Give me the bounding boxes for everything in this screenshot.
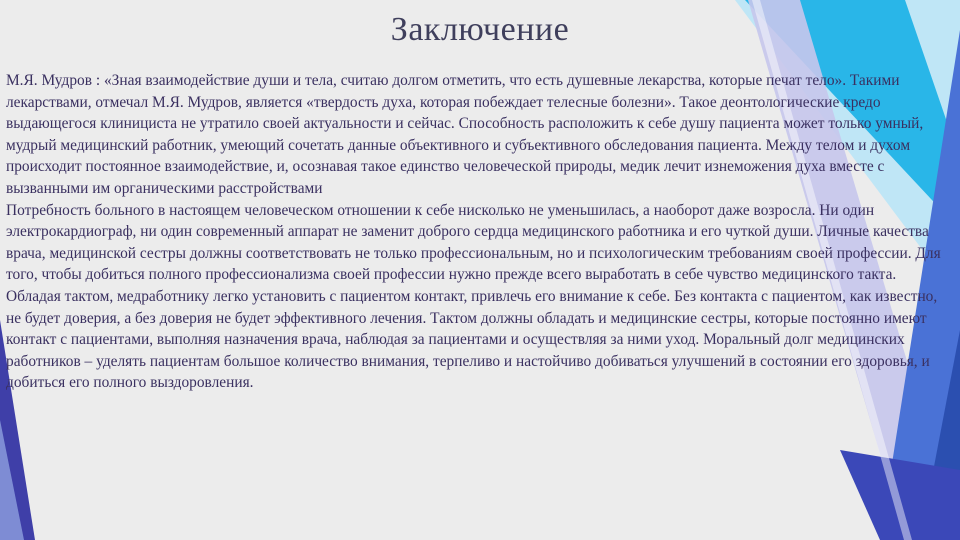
paragraph-2: Потребность больного в настоящем человеческом отношении к себе нисколько не уменьшилась, а наоборот даже возросла. Ни один электрокардиограф, ни один современный аппарат не заменит доброго сердца медицинского работника и его чуткой души. Личные качества врача, медицинской сестры должны соответствовать не только профессиональным, но и психологическим требованиям своей профессии. Для того, чтобы добиться полного профессионализма своей профессии нужно прежде всего выработать в себе чувство медицинского такта. Обладая тактом, медработнику легко установить с пациентом контакт, привлечь его внимание к себе. Без контакта с пациентом, как известно, не будет доверия, а без доверия не будет эффективного лечения. Тактом должны обладать и медицинские сестры, которые постоянно имеют контакт с пациентами, выполняя назначения врача, наблюдая за пациентами и осуществляя за ними уход. Моральный долг медицинских работников – уделять пациентам большое количество внимания, терпеливо и настойчиво добиваться улучшений в состоянии его здоровья, и добиться его полного выздоровления. [6, 201, 941, 392]
paragraph-1: М.Я. Мудров : «Зная взаимодействие души и тела, считаю долгом отметить, что есть душевные лекарства, которые печат тело». Такими лекарствами, отмечал М.Я. Мудров, является «твердость духа, которая побеждает телесные болезни». Такое деонтологические кредо выдающегося клинициста не утратило своей актуальности и сейчас. Способность расположить к себе душу пациента может только умный, мудрый медицинский работник, умеющий сочетать данные объективного и субъективного обследования пациента. Между телом и духом происходит постоянное взаимодействие, и, осознавая такое единство человеческой природы, медик лечит изнеможения духа вместе с вызванными им органическими расстройствами [6, 72, 924, 197]
slide-title: Заключение [390, 11, 570, 48]
slide-body [6, 70, 954, 394]
